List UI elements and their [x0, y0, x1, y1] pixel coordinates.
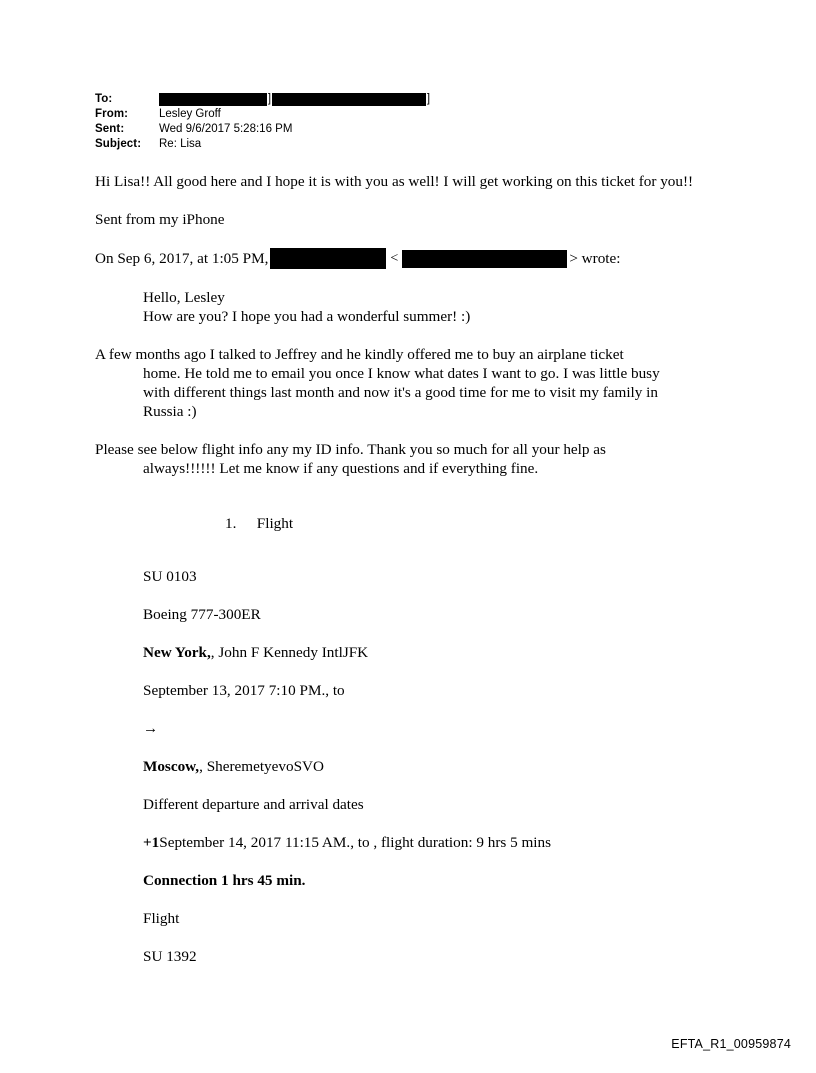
signature-line: Sent from my iPhone — [95, 211, 225, 228]
list-item-label: Flight — [256, 515, 294, 532]
quoted-hello-line: Hello, Lesley — [143, 289, 225, 306]
quoted-message-intro — [95, 248, 720, 269]
flight-line-arrival — [143, 833, 720, 852]
quote-sender-email-redaction-bar — [402, 250, 567, 268]
subject-label: Subject: — [95, 138, 142, 150]
flight-line-connection — [143, 871, 720, 890]
from-value: Lesley Groff — [159, 108, 221, 120]
quoted-paragraph-few-months — [95, 345, 665, 421]
sent-label: Sent: — [95, 123, 125, 135]
connection-duration: Connection 1 hrs 45 min. — [143, 872, 306, 889]
flight-line-aircraft: Boeing 777-300ER — [143, 606, 261, 623]
plus-one-day-marker: +1 — [143, 834, 160, 851]
few-months-line-1: A few months ago I talked to Jeffrey and he kindly offered me to buy an airplane ticket — [95, 346, 624, 363]
email-header — [95, 92, 715, 152]
flight-line-su0103: SU 0103 — [143, 568, 197, 585]
email-header-row-from — [95, 107, 715, 122]
destination-airport: , SheremetyevoSVO — [199, 758, 324, 775]
to-email-redaction-bar — [272, 93, 426, 106]
flight-line-su1392: SU 1392 — [143, 948, 197, 965]
arrival-details: September 14, 2017 11:15 AM., to , flight duration: 9 hrs 5 mins — [159, 834, 552, 851]
list-item — [225, 514, 720, 533]
greeting-paragraph: Hi Lisa!! All good here and I hope it is with you as well! I will get working on this ticket for you!! — [95, 173, 694, 190]
flight-line-second-label: Flight — [143, 910, 180, 927]
email-header-row-to — [95, 92, 715, 107]
to-bracket: ] — [267, 93, 272, 105]
few-months-line-2: home. He told me to email you once I know what dates I want to go. I was little busy with different things last month and now it's a good time for me to visit my family in Russia :) — [143, 365, 660, 420]
quoted-paragraph-please-see — [95, 440, 655, 478]
flight-line-departure: September 13, 2017 7:10 PM., to — [143, 682, 345, 699]
sent-value: Wed 9/6/2017 5:28:16 PM — [159, 123, 293, 135]
email-header-row-sent — [95, 122, 715, 137]
email-header-row-subject — [95, 137, 715, 152]
origin-airport: , John F Kennedy IntlJFK — [210, 644, 369, 661]
bates-stamp: EFTA_R1_00959874 — [671, 1037, 791, 1051]
quote-intro-suffix: > wrote: — [569, 250, 621, 267]
to-value — [159, 92, 431, 107]
please-line-1: Please see below flight info any my ID info. Thank you so much for all your help as — [95, 441, 606, 458]
flight-line-date-note: Different departure and arrival dates — [143, 796, 364, 813]
quote-angle-open: < — [390, 251, 399, 266]
to-label: To: — [95, 93, 113, 105]
flight-list — [95, 514, 720, 533]
arrow-icon: → — [143, 720, 159, 737]
flight-details — [143, 567, 720, 966]
origin-city: New York, — [143, 644, 211, 661]
list-item-number: 1. — [225, 515, 237, 532]
flight-line-destination — [143, 757, 720, 776]
quote-intro-prefix: On Sep 6, 2017, at 1:05 PM, — [95, 250, 269, 267]
email-body — [95, 172, 720, 966]
quote-sender-name-redaction-bar — [270, 248, 386, 269]
destination-city: Moscow, — [143, 758, 200, 775]
to-bracket-close: ] — [426, 93, 431, 105]
flight-line-origin — [143, 643, 720, 662]
from-label: From: — [95, 108, 129, 120]
please-line-2: always!!!!!! Let me know if any questions and if everything fine. — [143, 460, 539, 477]
quoted-how-are-you-line: How are you? I hope you had a wonderful summer! :) — [143, 308, 471, 325]
subject-value: Re: Lisa — [159, 138, 202, 150]
to-name-redaction-bar — [159, 93, 267, 106]
